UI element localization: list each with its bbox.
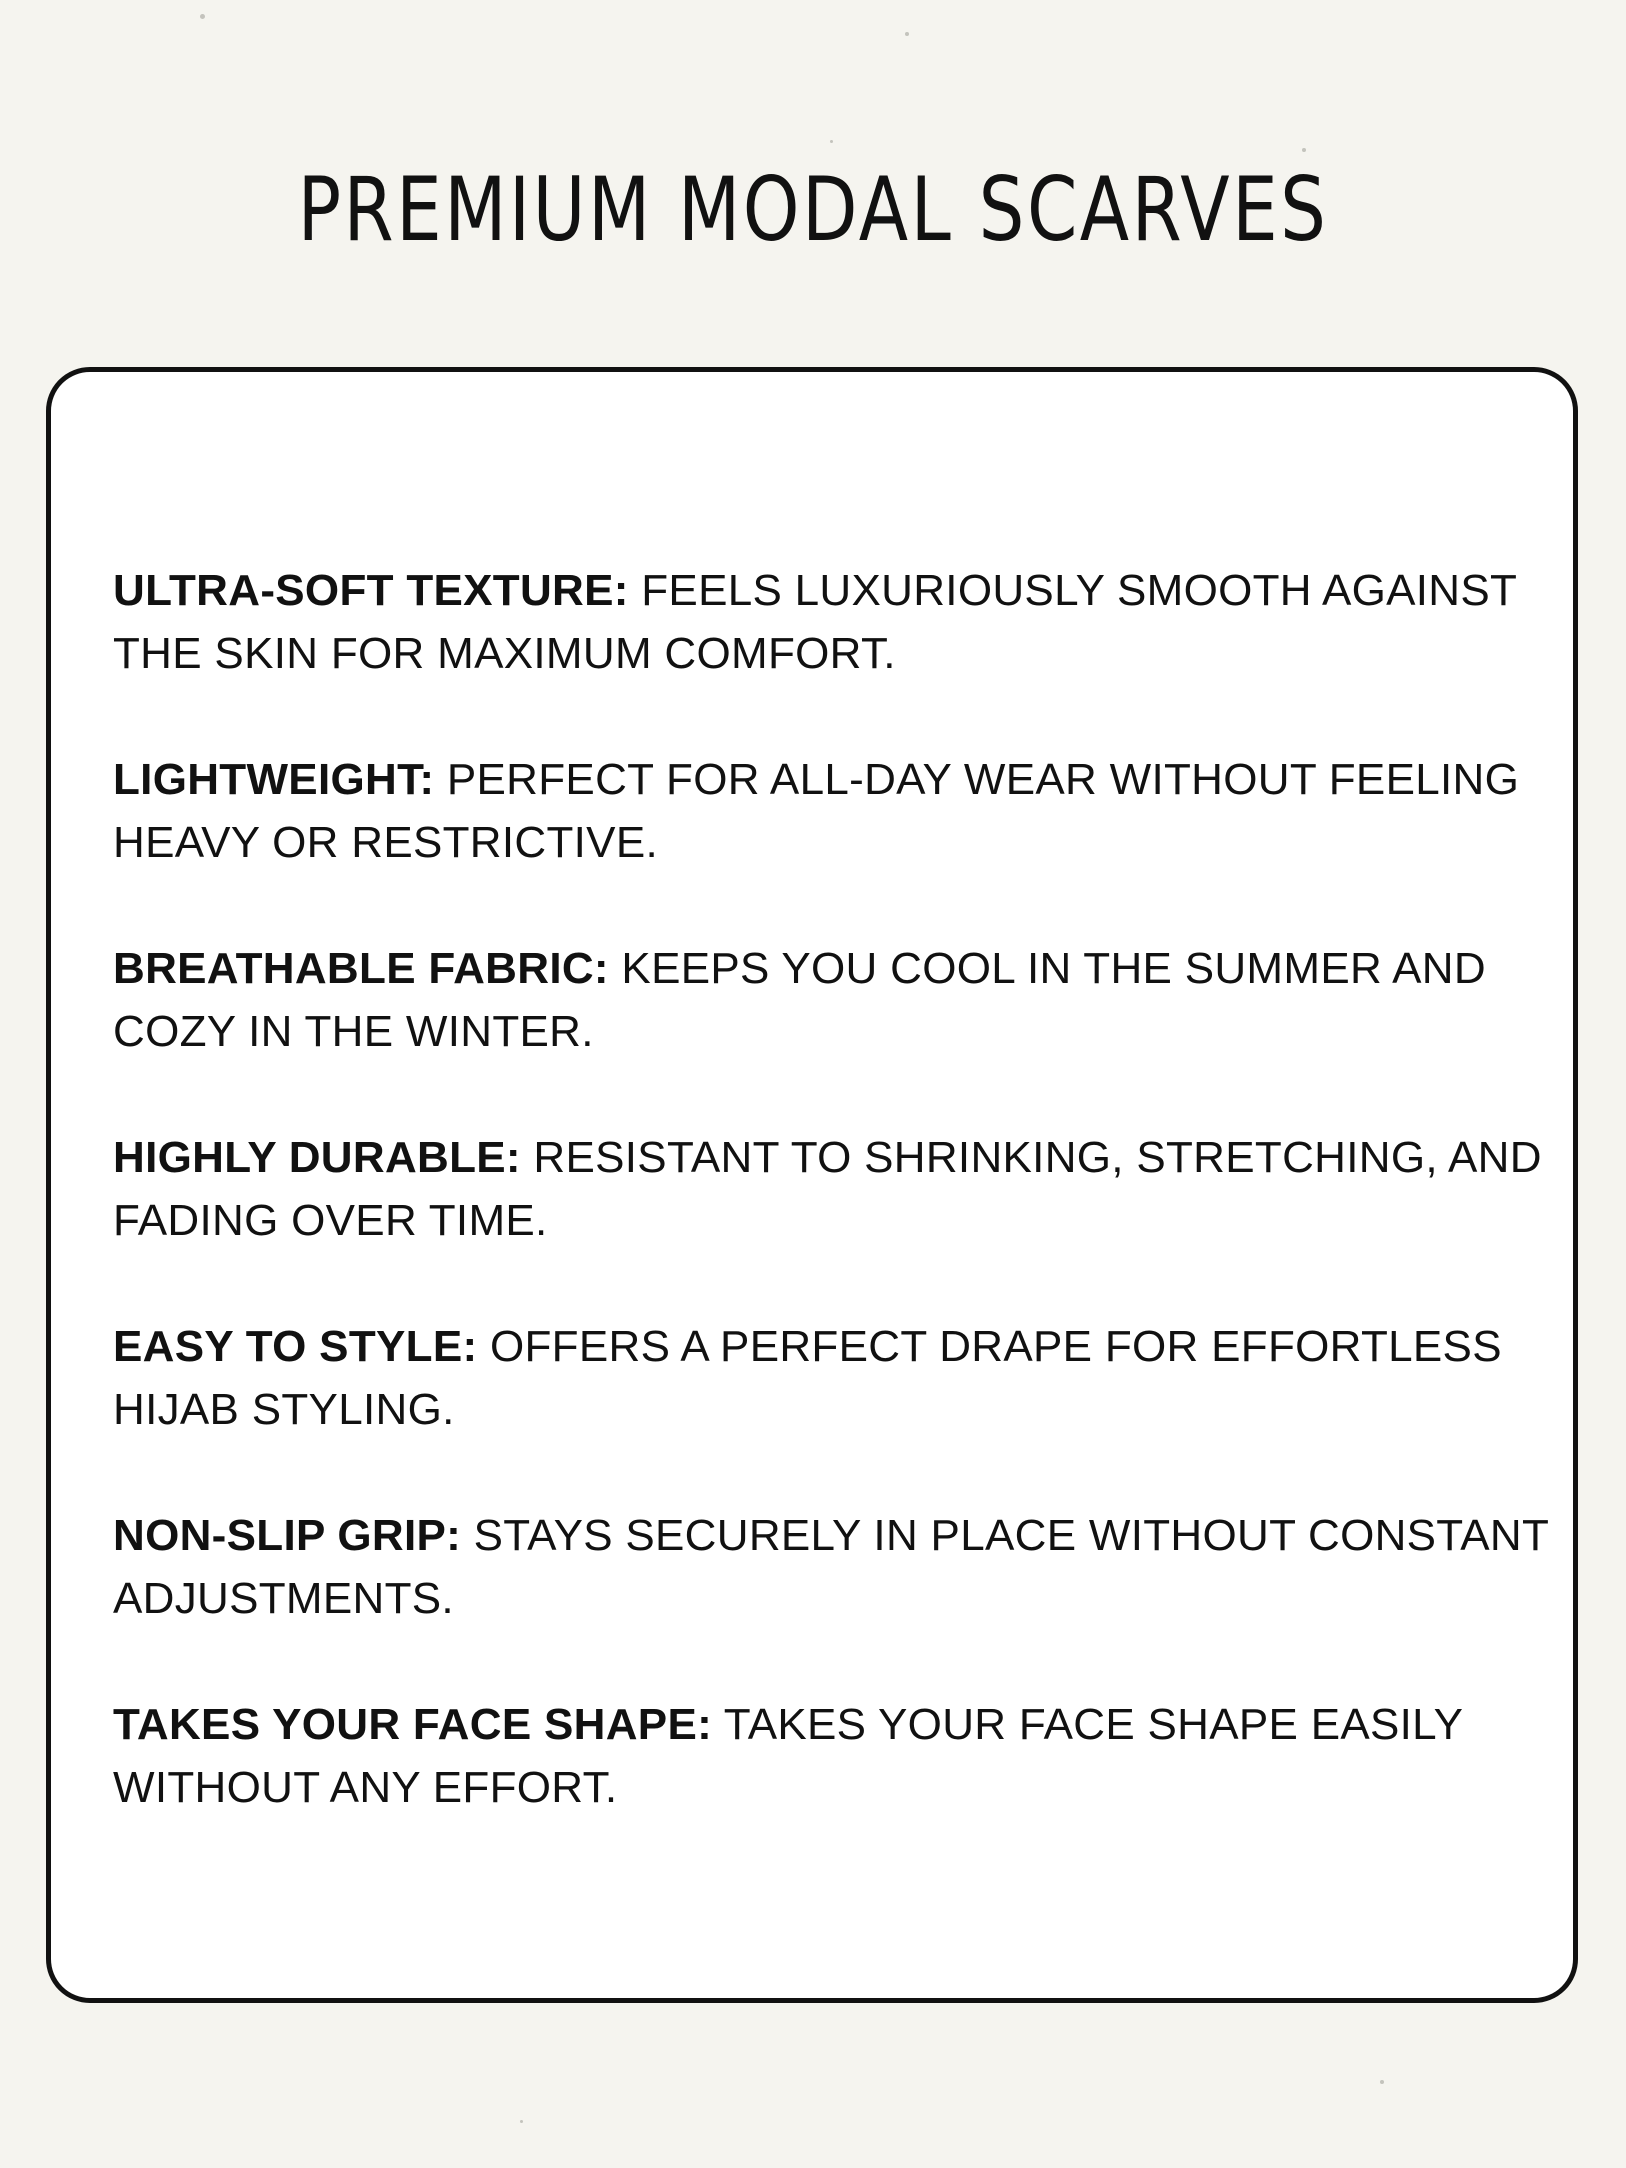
paper-speck [1302, 148, 1306, 152]
feature-list [113, 559, 1563, 1882]
feature-name: NON-SLIP GRIP: [113, 1511, 462, 1560]
feature-item [113, 1126, 1563, 1252]
feature-description: RESISTANT TO SHRINKING, STRETCHING, AND FADING OVER TIME. [113, 1133, 1542, 1245]
feature-description: PERFECT FOR ALL-DAY WEAR WITHOUT FEELING HEAVY OR RESTRICTIVE. [113, 755, 1520, 867]
feature-description: STAYS SECURELY IN PLACE WITHOUT CONSTANT ADJUSTMENTS. [113, 1511, 1549, 1623]
feature-item [113, 1693, 1563, 1819]
feature-description: FEELS LUXURIOUSLY SMOOTH AGAINST THE SKIN FOR MAXIMUM COMFORT. [113, 566, 1517, 678]
feature-name: EASY TO STYLE: [113, 1322, 478, 1371]
feature-item [113, 559, 1563, 685]
paper-speck [1380, 2080, 1384, 2084]
paper-speck [830, 140, 833, 143]
features-card [46, 367, 1578, 2003]
page-title: PREMIUM MODAL SCARVES [297, 158, 1329, 261]
feature-name: BREATHABLE FABRIC: [113, 944, 609, 993]
feature-item [113, 937, 1563, 1063]
feature-name: TAKES YOUR FACE SHAPE: [113, 1700, 713, 1749]
feature-item [113, 1315, 1563, 1441]
feature-description: OFFERS A PERFECT DRAPE FOR EFFORTLESS HIJAB STYLING. [113, 1322, 1502, 1434]
paper-speck [905, 32, 909, 36]
paper-speck [200, 14, 205, 19]
feature-description: KEEPS YOU COOL IN THE SUMMER AND COZY IN THE WINTER. [113, 944, 1486, 1056]
feature-name: HIGHLY DURABLE: [113, 1133, 521, 1182]
feature-description: TAKES YOUR FACE SHAPE EASILY WITHOUT ANY EFFORT. [113, 1700, 1463, 1812]
feature-name: LIGHTWEIGHT: [113, 755, 435, 804]
feature-name: ULTRA-SOFT TEXTURE: [113, 566, 629, 615]
feature-item [113, 748, 1563, 874]
feature-item [113, 1504, 1563, 1630]
paper-speck [520, 2120, 523, 2123]
